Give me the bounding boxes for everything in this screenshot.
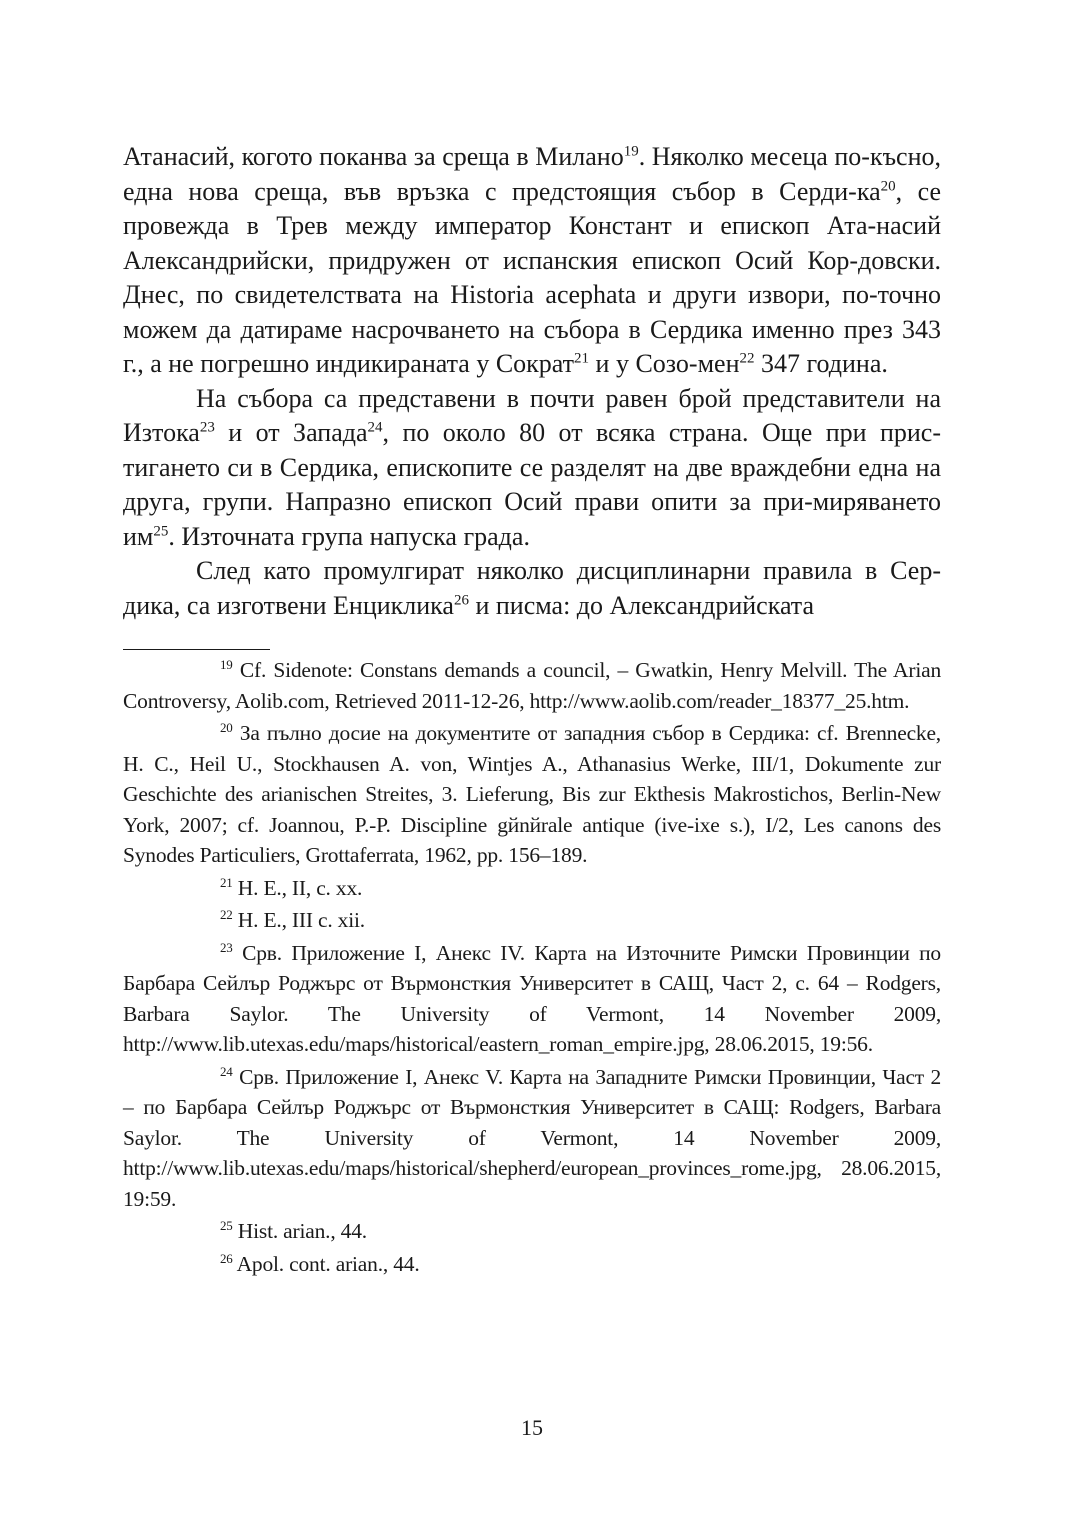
text-run: 347 година. xyxy=(754,349,888,378)
footnote-text: За пълно досие на документите от западния събор в Сердика: cf. Brennecke, H. C., Heil U., Stockhausen A. von, Wintjes A., Athanasius Werke, III/1, Dokumente zur Geschichte des arianischen Streites, 3. Lieferung, Bis zur Ekthesis Makrostichos, Berlin-New York, 2007; cf. Joannou, P.-P. Discipline gйnйrale antique (ive-ixe s.), I/2, Les canons des Synodes Particuliers, Grottaferrata, 1962, pp. 156–189. xyxy=(123,721,941,867)
footnote-number: 25 xyxy=(220,1217,233,1233)
page-number: 15 xyxy=(521,1415,543,1440)
footnote-number: 24 xyxy=(220,1063,233,1079)
footnote-separator xyxy=(123,649,270,650)
footnote-20 xyxy=(123,718,941,871)
footnote-ref-26: 26 xyxy=(453,591,469,608)
footnote-23 xyxy=(123,938,941,1060)
text-run: , по около 80 от всяка страна. Още при прис-тигането си в Сердика, епископите се разделят на две враждебни една на друга, групи. Напразно епископ Осий прави опити за при-миряването им xyxy=(123,418,941,551)
text-run: След като промулгират няколко дисциплинарни правила в Сер-дика, са изготвени Енциклика xyxy=(123,556,941,620)
footnote-22 xyxy=(123,905,941,936)
footnote-ref-23: 23 xyxy=(199,419,215,436)
footnote-24 xyxy=(123,1062,941,1215)
footnote-text: H. E., III c. xii. xyxy=(237,908,365,932)
paragraph-3 xyxy=(123,554,941,623)
footnote-19 xyxy=(123,655,941,716)
text-run: и от Запада xyxy=(214,418,368,447)
footnote-ref-21: 21 xyxy=(574,350,590,367)
footnote-number: 26 xyxy=(220,1250,233,1266)
text-run: . Източната група напуска града. xyxy=(168,521,530,551)
footnotes xyxy=(123,655,941,1279)
footnote-number: 23 xyxy=(220,939,233,955)
paragraph-1 xyxy=(123,140,941,382)
footnote-ref-19: 19 xyxy=(623,143,639,160)
text-run: . Няколко месеца по-късно, една нова среща, във връзка с предстоящия събор в Серди-ка xyxy=(123,142,941,206)
text-run: и у Созо-мен xyxy=(589,349,740,378)
text-run: На събора са представени в почти равен брой представители на Изтока xyxy=(123,383,941,447)
main-text xyxy=(123,140,941,623)
footnote-text: Apol. cont. arian., 44. xyxy=(236,1251,420,1276)
footnote-text: Hist. arian., 44. xyxy=(237,1219,367,1243)
footnote-text: H. E., II, c. xx. xyxy=(237,875,363,900)
footnote-number: 22 xyxy=(220,906,233,922)
paragraph-2 xyxy=(123,382,941,555)
footnote-number: 20 xyxy=(220,719,233,735)
footnote-text: Срв. Приложение I, Анекс V. Карта на Западните Римски Провинции, Част 2 – по Барбара Сейлър Роджърс от Върмонсткия Университет в САЩ: Rodgers, Barbara Saylor. The University of Vermont, 14 November 2009, http://www.lib.utexas.edu/maps/historical/shepherd/european_provinces_rome.jpg, 28.06.2015, 19:59. xyxy=(123,1064,941,1211)
footnote-ref-24: 24 xyxy=(367,419,383,436)
footnote-number: 19 xyxy=(220,656,233,672)
footnote-26 xyxy=(123,1249,941,1280)
text-run: Атанасий, когото поканва за среща в Милано xyxy=(123,142,624,171)
footnote-text: Срв. Приложение I, Анекс IV. Карта на Източните Римски Провинции по Барбара Сейлър Роджърс от Върмонсткия Университет в САЩ, Част 2, с. 64 – Rodgers, Barbara Saylor. The University of Vermont, 14 November 2009, http://www.lib.utexas.edu/maps/historical/eastern_roman_empire.jpg, 28.06.2015, 19:56. xyxy=(123,940,941,1056)
footnote-25 xyxy=(123,1216,941,1247)
footnote-text: Cf. Sidenote: Constans demands a council, – Gwatkin, Henry Melvill. The Arian Controversy, Aolib.com, Retrieved 2011-12-26, http://www.aolib.com/reader_18377_25.htm. xyxy=(123,658,941,713)
footnote-ref-25: 25 xyxy=(153,522,169,539)
text-run: , се провежда в Трев между император Констант и епископ Ата-насий Александрийски, придружен от испанския епископ Осий Кор-довски. Днес, по свидетелствата на Historia acephata и други извори, по-точно можем да датираме насрочването на събора в Сердика именно през 343 г., а не погрешно индикираната у Сократ xyxy=(123,176,941,378)
footnote-number: 21 xyxy=(220,874,233,890)
footnote-21 xyxy=(123,873,941,904)
footnote-ref-20: 20 xyxy=(880,177,896,194)
footnote-ref-22: 22 xyxy=(739,350,755,367)
text-run: и писма: до Александрийската xyxy=(468,590,815,620)
